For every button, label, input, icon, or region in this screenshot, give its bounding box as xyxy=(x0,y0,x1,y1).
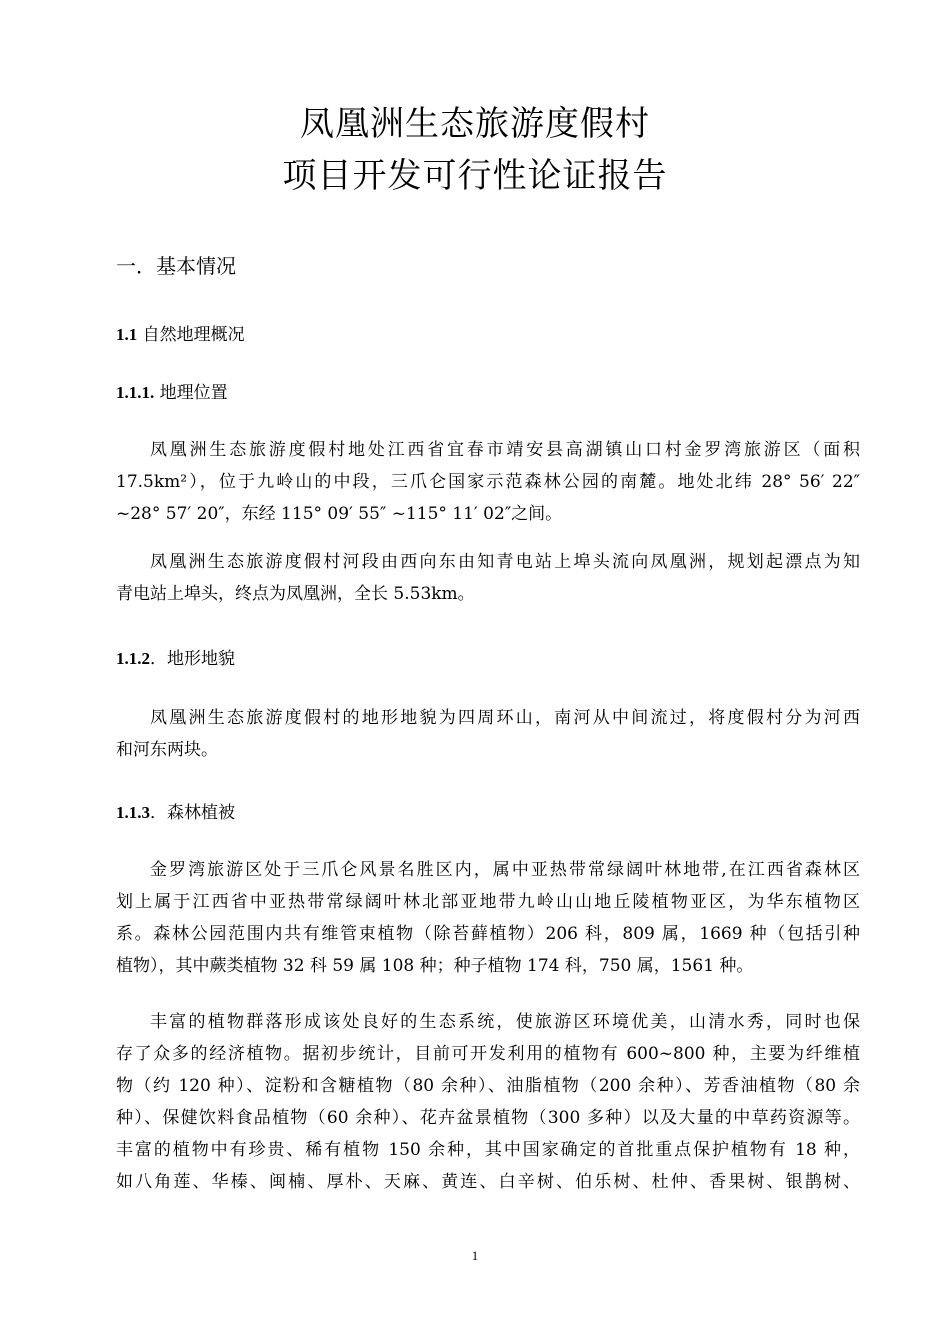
paragraph-line: 划上属于江西省中亚热带常绿阔叶林北部亚地带九岭山山地丘陵植物亚区，为华东植物区 xyxy=(116,892,860,912)
paragraph-line: 凤凰洲生态旅游度假村的地形地貌为四周环山，南河从中间流过，将度假村分为河西 xyxy=(150,708,860,728)
paragraph-line: ~28° 57′ 20″，东经 115° 09′ 55″ ~115° 11′ 02″之间。 xyxy=(116,504,563,524)
paragraph-line: 17.5km²），位于九岭山的中段，三爪仑国家示范森林公园的南麓。地处北纬 28° 56′ 22″ xyxy=(116,472,860,492)
section-label: ．地形地貌 xyxy=(150,649,235,669)
paragraph-vegetation-1 xyxy=(116,854,860,982)
paragraph-location-2 xyxy=(116,546,860,610)
paragraph-terrain xyxy=(116,702,860,766)
section-heading-1: 一．基本情况 xyxy=(116,254,236,278)
paragraph-line: 物（约 120 种）、淀粉和含糖植物（80 余种）、油脂植物（200 余种）、芳香油植物（80 余 xyxy=(116,1076,860,1096)
section-heading-1-1-3 xyxy=(116,801,235,825)
paragraph-line: 丰富的植物中有珍贵、稀有植物 150 余种，其中国家确定的首批重点保护植物有 18 种， xyxy=(116,1140,860,1160)
paragraph-line: 丰富的植物群落形成该处良好的生态系统，使旅游区环境优美，山清水秀，同时也保 xyxy=(150,1012,860,1032)
paragraph-line: 金罗湾旅游区处于三爪仑风景名胜区内，属中亚热带常绿阔叶林地带,在江西省森林区 xyxy=(150,860,860,880)
section-number: 1.1.1. xyxy=(116,383,155,402)
paragraph-line: 植物），其中蕨类植物 32 科 59 属 108 种；种子植物 174 科，750 属，1561 种。 xyxy=(116,956,754,976)
section-number: 1.1.2 xyxy=(116,649,150,668)
paragraph-line: 凤凰洲生态旅游度假村地处江西省宜春市靖安县高湖镇山口村金罗湾旅游区（面积 xyxy=(150,440,860,460)
paragraph-line: 和河东两块。 xyxy=(116,740,218,760)
paragraph-location-1 xyxy=(116,434,860,530)
paragraph-line: 如八角莲、华榛、闽楠、厚朴、天麻、黄连、白辛树、伯乐树、杜仲、香果树、银鹊树、 xyxy=(116,1172,860,1192)
section-label: 自然地理概况 xyxy=(137,325,245,345)
paragraph-line: 青电站上埠头，终点为凤凰洲，全长 5.53km。 xyxy=(116,584,475,604)
paragraph-line: 系。森林公园范围内共有维管束植物（除苔藓植物）206 科，809 属，1669 种（包括引种 xyxy=(116,924,860,944)
section-heading-1-1 xyxy=(116,323,245,347)
paragraph-line: 种）、保健饮料食品植物（60 余种）、花卉盆景植物（300 多种）以及大量的中草药资源等。 xyxy=(116,1108,860,1128)
section-number: 1.1 xyxy=(116,325,138,344)
document-title-line1: 凤凰洲生态旅游度假村 xyxy=(300,104,650,144)
page-number: 1 xyxy=(471,1248,479,1263)
document-title-line2: 项目开发可行性论证报告 xyxy=(282,156,668,196)
paragraph-line: 凤凰洲生态旅游度假村河段由西向东由知青电站上埠头流向凤凰洲，规划起漂点为知 xyxy=(150,552,860,572)
section-heading-1-1-2 xyxy=(116,647,235,671)
section-label: 地理位置 xyxy=(154,383,228,403)
section-number: 1.1.3 xyxy=(116,803,150,822)
section-label: ．森林植被 xyxy=(150,803,235,823)
section-heading-1-1-1 xyxy=(116,381,228,405)
paragraph-line: 存了众多的经济植物。据初步统计，目前可开发利用的植物有 600~800 种，主要为纤维植 xyxy=(116,1044,860,1064)
paragraph-vegetation-2 xyxy=(116,1006,860,1198)
